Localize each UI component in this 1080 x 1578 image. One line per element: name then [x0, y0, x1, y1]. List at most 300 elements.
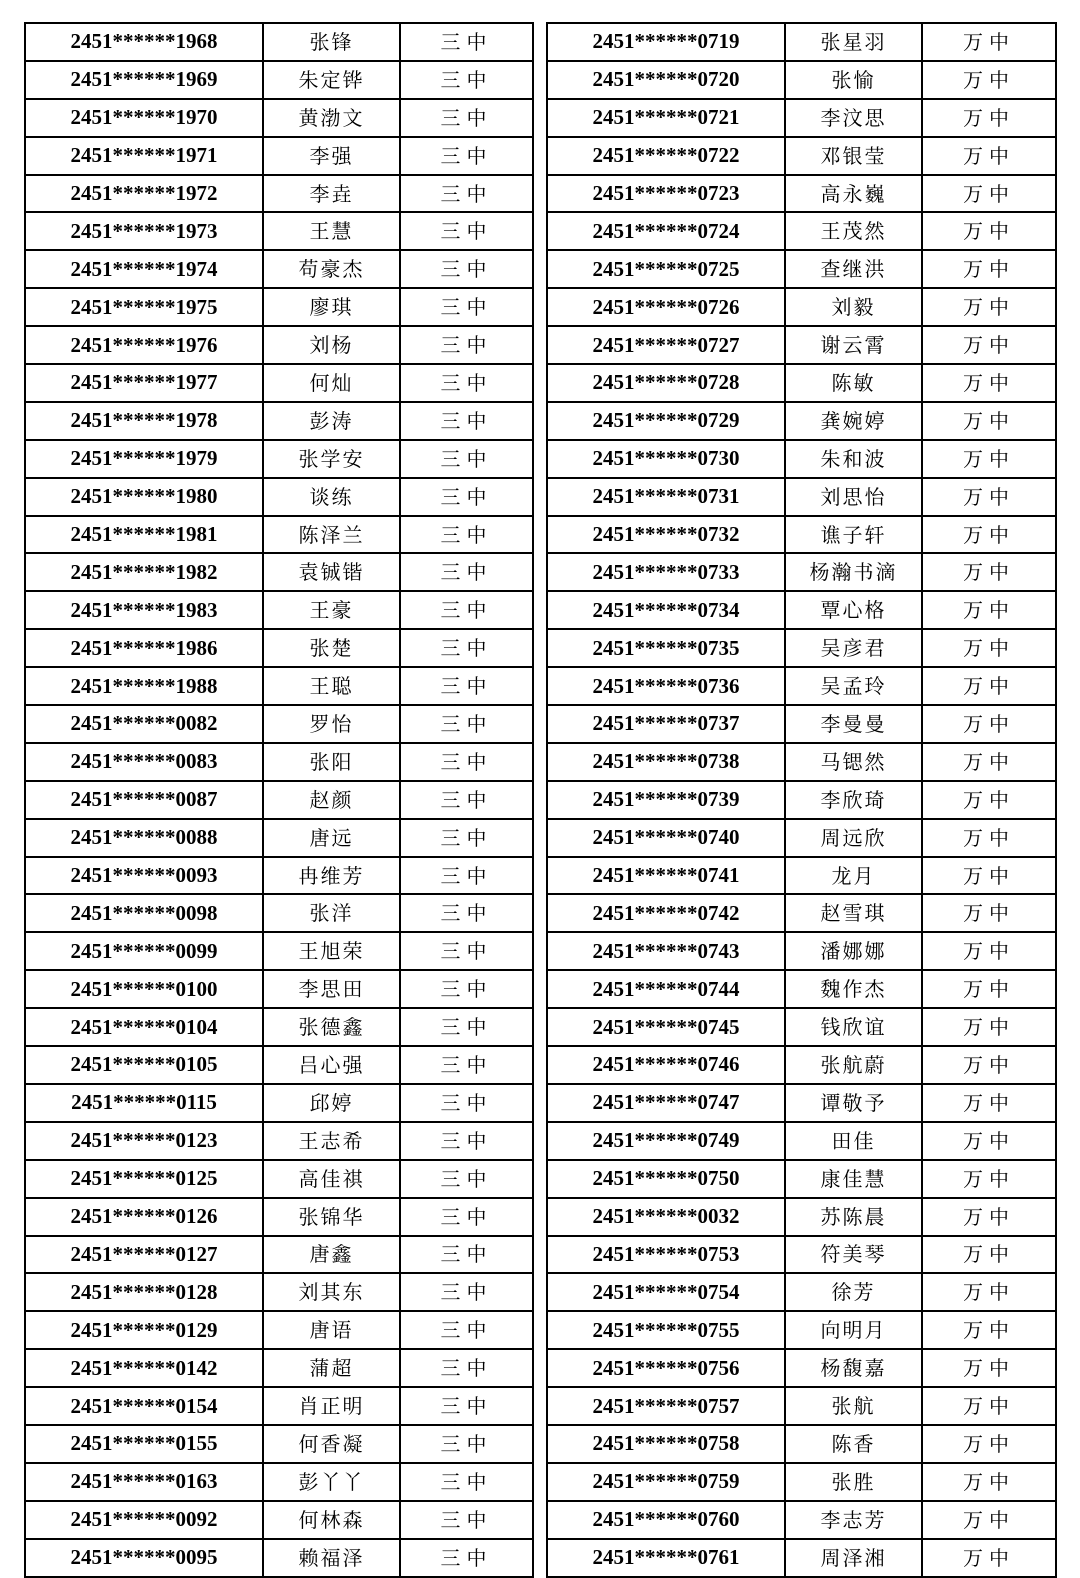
student-id-cell: 2451******0739	[547, 781, 785, 819]
table-row	[547, 1425, 1056, 1463]
school-cell: 三中	[400, 440, 533, 478]
student-name-cell: 李曼曼	[785, 705, 922, 743]
student-name-cell: 吕心强	[263, 1046, 400, 1084]
student-id-cell: 2451******0756	[547, 1349, 785, 1387]
table-row	[547, 1160, 1056, 1198]
student-name-cell: 刘其东	[263, 1273, 400, 1311]
student-id-cell: 2451******0154	[25, 1387, 263, 1425]
table-row	[25, 1236, 533, 1274]
table-row	[547, 819, 1056, 857]
student-id-cell: 2451******0743	[547, 932, 785, 970]
table-row	[547, 1273, 1056, 1311]
student-name-cell: 查继洪	[785, 250, 922, 288]
student-name-cell: 张航	[785, 1387, 922, 1425]
table-row	[547, 932, 1056, 970]
table-row	[547, 1122, 1056, 1160]
school-cell: 三中	[400, 1387, 533, 1425]
school-cell: 万中	[922, 743, 1056, 781]
student-name-cell: 周远欣	[785, 819, 922, 857]
student-name-cell: 魏作杰	[785, 970, 922, 1008]
student-id-cell: 2451******0163	[25, 1463, 263, 1501]
student-name-cell: 向明月	[785, 1311, 922, 1349]
table-row	[547, 175, 1056, 213]
student-name-cell: 李志芳	[785, 1501, 922, 1539]
school-cell: 万中	[922, 61, 1056, 99]
student-name-cell: 袁铖锴	[263, 553, 400, 591]
school-cell: 三中	[400, 857, 533, 895]
table-row	[25, 478, 533, 516]
school-cell: 三中	[400, 1501, 533, 1539]
school-cell: 三中	[400, 288, 533, 326]
student-name-cell: 彭丫丫	[263, 1463, 400, 1501]
table-row	[25, 250, 533, 288]
school-cell: 万中	[922, 1311, 1056, 1349]
table-row	[25, 1425, 533, 1463]
student-id-cell: 2451******0740	[547, 819, 785, 857]
table-row	[25, 23, 533, 61]
student-name-cell: 李汶思	[785, 99, 922, 137]
table-row	[25, 440, 533, 478]
student-name-cell: 钱欣谊	[785, 1008, 922, 1046]
table-row	[547, 250, 1056, 288]
student-name-cell: 王旭荣	[263, 932, 400, 970]
student-name-cell: 唐语	[263, 1311, 400, 1349]
table-row	[547, 23, 1056, 61]
student-name-cell: 田佳	[785, 1122, 922, 1160]
student-name-cell: 潘娜娜	[785, 932, 922, 970]
student-name-cell: 王茂然	[785, 212, 922, 250]
roster-table-left-body	[25, 23, 533, 1577]
school-cell: 万中	[922, 1501, 1056, 1539]
student-name-cell: 唐远	[263, 819, 400, 857]
school-cell: 三中	[400, 1046, 533, 1084]
student-id-cell: 2451******0126	[25, 1198, 263, 1236]
school-cell: 三中	[400, 553, 533, 591]
school-cell: 三中	[400, 364, 533, 402]
roster-table-right	[546, 22, 1057, 1578]
student-id-cell: 2451******0104	[25, 1008, 263, 1046]
table-row	[25, 1539, 533, 1577]
table-row	[25, 326, 533, 364]
school-cell: 三中	[400, 402, 533, 440]
student-id-cell: 2451******0723	[547, 175, 785, 213]
table-row	[25, 781, 533, 819]
student-id-cell: 2451******0092	[25, 1501, 263, 1539]
school-cell: 三中	[400, 1008, 533, 1046]
table-row	[25, 894, 533, 932]
table-row	[547, 1008, 1056, 1046]
student-id-cell: 2451******0738	[547, 743, 785, 781]
school-cell: 万中	[922, 667, 1056, 705]
student-id-cell: 2451******0727	[547, 326, 785, 364]
student-id-cell: 2451******1980	[25, 478, 263, 516]
table-row	[547, 1463, 1056, 1501]
school-cell: 三中	[400, 894, 533, 932]
student-id-cell: 2451******0128	[25, 1273, 263, 1311]
table-row	[547, 440, 1056, 478]
student-id-cell: 2451******0730	[547, 440, 785, 478]
school-cell: 三中	[400, 781, 533, 819]
student-name-cell: 张锦华	[263, 1198, 400, 1236]
student-name-cell: 李欣琦	[785, 781, 922, 819]
school-cell: 万中	[922, 970, 1056, 1008]
student-name-cell: 龙月	[785, 857, 922, 895]
student-name-cell: 冉维芳	[263, 857, 400, 895]
school-cell: 三中	[400, 516, 533, 554]
table-row	[547, 894, 1056, 932]
school-cell: 三中	[400, 970, 533, 1008]
student-name-cell: 朱定铧	[263, 61, 400, 99]
student-id-cell: 2451******0750	[547, 1160, 785, 1198]
student-id-cell: 2451******0733	[547, 553, 785, 591]
student-id-cell: 2451******1975	[25, 288, 263, 326]
student-id-cell: 2451******0123	[25, 1122, 263, 1160]
table-row	[25, 932, 533, 970]
table-row	[547, 591, 1056, 629]
table-row	[547, 553, 1056, 591]
student-id-cell: 2451******1983	[25, 591, 263, 629]
table-row	[547, 667, 1056, 705]
student-id-cell: 2451******0105	[25, 1046, 263, 1084]
student-name-cell: 廖琪	[263, 288, 400, 326]
table-row	[25, 667, 533, 705]
student-id-cell: 2451******0032	[547, 1198, 785, 1236]
table-row	[25, 1349, 533, 1387]
school-cell: 三中	[400, 137, 533, 175]
table-row	[25, 1311, 533, 1349]
table-row	[25, 743, 533, 781]
table-row	[25, 1122, 533, 1160]
student-id-cell: 2451******0129	[25, 1311, 263, 1349]
school-cell: 万中	[922, 1046, 1056, 1084]
school-cell: 万中	[922, 212, 1056, 250]
student-name-cell: 张德鑫	[263, 1008, 400, 1046]
table-row	[547, 364, 1056, 402]
student-id-cell: 2451******1988	[25, 667, 263, 705]
school-cell: 万中	[922, 1349, 1056, 1387]
school-cell: 三中	[400, 1160, 533, 1198]
table-row	[547, 705, 1056, 743]
school-cell: 万中	[922, 440, 1056, 478]
student-id-cell: 2451******0095	[25, 1539, 263, 1577]
student-name-cell: 张胜	[785, 1463, 922, 1501]
table-row	[25, 591, 533, 629]
table-row	[25, 857, 533, 895]
student-name-cell: 赵雪琪	[785, 894, 922, 932]
school-cell: 万中	[922, 1160, 1056, 1198]
student-name-cell: 王志希	[263, 1122, 400, 1160]
school-cell: 万中	[922, 629, 1056, 667]
student-id-cell: 2451******0724	[547, 212, 785, 250]
student-id-cell: 2451******0142	[25, 1349, 263, 1387]
school-cell: 三中	[400, 1425, 533, 1463]
student-id-cell: 2451******0759	[547, 1463, 785, 1501]
table-row	[25, 1084, 533, 1122]
student-id-cell: 2451******0757	[547, 1387, 785, 1425]
student-id-cell: 2451******0754	[547, 1273, 785, 1311]
student-id-cell: 2451******1978	[25, 402, 263, 440]
student-name-cell: 何林森	[263, 1501, 400, 1539]
student-name-cell: 刘毅	[785, 288, 922, 326]
school-cell: 三中	[400, 1122, 533, 1160]
student-name-cell: 覃心格	[785, 591, 922, 629]
student-id-cell: 2451******0758	[547, 1425, 785, 1463]
school-cell: 三中	[400, 99, 533, 137]
school-cell: 万中	[922, 1273, 1056, 1311]
school-cell: 万中	[922, 137, 1056, 175]
table-row	[25, 629, 533, 667]
table-row	[547, 1311, 1056, 1349]
school-cell: 三中	[400, 61, 533, 99]
student-name-cell: 符美琴	[785, 1236, 922, 1274]
student-id-cell: 2451******0735	[547, 629, 785, 667]
table-row	[547, 212, 1056, 250]
table-row	[25, 402, 533, 440]
table-row	[547, 478, 1056, 516]
student-id-cell: 2451******1976	[25, 326, 263, 364]
student-id-cell: 2451******0728	[547, 364, 785, 402]
student-id-cell: 2451******0722	[547, 137, 785, 175]
student-name-cell: 何灿	[263, 364, 400, 402]
student-id-cell: 2451******0755	[547, 1311, 785, 1349]
school-cell: 三中	[400, 591, 533, 629]
student-name-cell: 李强	[263, 137, 400, 175]
student-name-cell: 陈敏	[785, 364, 922, 402]
student-name-cell: 杨馥嘉	[785, 1349, 922, 1387]
table-row	[547, 629, 1056, 667]
student-name-cell: 赖福泽	[263, 1539, 400, 1577]
student-id-cell: 2451******1979	[25, 440, 263, 478]
student-name-cell: 谈练	[263, 478, 400, 516]
table-row	[25, 1198, 533, 1236]
school-cell: 三中	[400, 932, 533, 970]
school-cell: 三中	[400, 1463, 533, 1501]
school-cell: 三中	[400, 1273, 533, 1311]
table-row	[547, 1501, 1056, 1539]
table-row	[547, 1084, 1056, 1122]
student-id-cell: 2451******1969	[25, 61, 263, 99]
school-cell: 万中	[922, 99, 1056, 137]
student-name-cell: 谢云霄	[785, 326, 922, 364]
student-name-cell: 王豪	[263, 591, 400, 629]
student-id-cell: 2451******0746	[547, 1046, 785, 1084]
school-cell: 三中	[400, 705, 533, 743]
student-name-cell: 张阳	[263, 743, 400, 781]
table-row	[25, 705, 533, 743]
student-id-cell: 2451******0734	[547, 591, 785, 629]
school-cell: 万中	[922, 516, 1056, 554]
student-id-cell: 2451******0087	[25, 781, 263, 819]
student-id-cell: 2451******1986	[25, 629, 263, 667]
table-row	[547, 1387, 1056, 1425]
school-cell: 万中	[922, 364, 1056, 402]
student-id-cell: 2451******0082	[25, 705, 263, 743]
school-cell: 万中	[922, 1084, 1056, 1122]
student-id-cell: 2451******0742	[547, 894, 785, 932]
student-id-cell: 2451******0749	[547, 1122, 785, 1160]
student-id-cell: 2451******0721	[547, 99, 785, 137]
table-row	[25, 288, 533, 326]
roster-table-right-body	[547, 23, 1056, 1577]
student-id-cell: 2451******0115	[25, 1084, 263, 1122]
school-cell: 三中	[400, 1311, 533, 1349]
student-id-cell: 2451******0729	[547, 402, 785, 440]
student-id-cell: 2451******0731	[547, 478, 785, 516]
school-cell: 三中	[400, 326, 533, 364]
table-row	[25, 364, 533, 402]
table-row	[547, 402, 1056, 440]
school-cell: 万中	[922, 932, 1056, 970]
student-id-cell: 2451******0761	[547, 1539, 785, 1577]
school-cell: 三中	[400, 629, 533, 667]
student-name-cell: 王聪	[263, 667, 400, 705]
student-name-cell: 刘思怡	[785, 478, 922, 516]
student-id-cell: 2451******0726	[547, 288, 785, 326]
student-id-cell: 2451******1974	[25, 250, 263, 288]
student-name-cell: 何香凝	[263, 1425, 400, 1463]
student-name-cell: 邱婷	[263, 1084, 400, 1122]
student-name-cell: 肖正明	[263, 1387, 400, 1425]
student-name-cell: 苏陈晨	[785, 1198, 922, 1236]
student-id-cell: 2451******0720	[547, 61, 785, 99]
table-row	[25, 99, 533, 137]
school-cell: 万中	[922, 705, 1056, 743]
student-name-cell: 李垚	[263, 175, 400, 213]
student-name-cell: 谭敬予	[785, 1084, 922, 1122]
table-row	[547, 1046, 1056, 1084]
student-name-cell: 高佳祺	[263, 1160, 400, 1198]
school-cell: 万中	[922, 175, 1056, 213]
student-name-cell: 刘杨	[263, 326, 400, 364]
school-cell: 万中	[922, 857, 1056, 895]
school-cell: 三中	[400, 175, 533, 213]
student-name-cell: 朱和波	[785, 440, 922, 478]
table-row	[25, 1160, 533, 1198]
student-id-cell: 2451******0100	[25, 970, 263, 1008]
table-row	[547, 516, 1056, 554]
student-id-cell: 2451******0741	[547, 857, 785, 895]
table-row	[25, 1046, 533, 1084]
student-name-cell: 龚婉婷	[785, 402, 922, 440]
student-name-cell: 彭涛	[263, 402, 400, 440]
student-id-cell: 2451******1982	[25, 553, 263, 591]
school-cell: 万中	[922, 288, 1056, 326]
student-name-cell: 张愉	[785, 61, 922, 99]
school-cell: 三中	[400, 1198, 533, 1236]
student-id-cell: 2451******0753	[547, 1236, 785, 1274]
school-cell: 万中	[922, 478, 1056, 516]
student-name-cell: 张学安	[263, 440, 400, 478]
table-row	[25, 1387, 533, 1425]
school-cell: 三中	[400, 23, 533, 61]
table-row	[25, 1501, 533, 1539]
student-id-cell: 2451******1968	[25, 23, 263, 61]
student-id-cell: 2451******0737	[547, 705, 785, 743]
school-cell: 三中	[400, 1084, 533, 1122]
student-name-cell: 吴孟玲	[785, 667, 922, 705]
table-row	[547, 1198, 1056, 1236]
table-row	[25, 553, 533, 591]
school-cell: 万中	[922, 1539, 1056, 1577]
student-id-cell: 2451******0725	[547, 250, 785, 288]
student-id-cell: 2451******1981	[25, 516, 263, 554]
student-name-cell: 唐鑫	[263, 1236, 400, 1274]
student-name-cell: 周泽湘	[785, 1539, 922, 1577]
table-row	[25, 61, 533, 99]
student-name-cell: 陈泽兰	[263, 516, 400, 554]
table-row	[25, 137, 533, 175]
student-name-cell: 徐芳	[785, 1273, 922, 1311]
student-id-cell: 2451******0760	[547, 1501, 785, 1539]
student-name-cell: 吴彦君	[785, 629, 922, 667]
school-cell: 万中	[922, 23, 1056, 61]
school-cell: 万中	[922, 591, 1056, 629]
student-id-cell: 2451******0098	[25, 894, 263, 932]
student-id-cell: 2451******1972	[25, 175, 263, 213]
student-name-cell: 康佳慧	[785, 1160, 922, 1198]
table-row	[547, 970, 1056, 1008]
student-name-cell: 张锋	[263, 23, 400, 61]
school-cell: 三中	[400, 667, 533, 705]
student-id-cell: 2451******0732	[547, 516, 785, 554]
table-row	[547, 1236, 1056, 1274]
student-id-cell: 2451******0744	[547, 970, 785, 1008]
school-cell: 万中	[922, 1463, 1056, 1501]
table-row	[25, 175, 533, 213]
table-row	[547, 137, 1056, 175]
school-cell: 万中	[922, 819, 1056, 857]
school-cell: 万中	[922, 781, 1056, 819]
student-name-cell: 赵颜	[263, 781, 400, 819]
student-name-cell: 张洋	[263, 894, 400, 932]
student-name-cell: 杨瀚书滴	[785, 553, 922, 591]
school-cell: 万中	[922, 250, 1056, 288]
school-cell: 万中	[922, 402, 1056, 440]
student-id-cell: 2451******0719	[547, 23, 785, 61]
school-cell: 三中	[400, 1349, 533, 1387]
table-row	[547, 857, 1056, 895]
school-cell: 三中	[400, 1236, 533, 1274]
student-name-cell: 马锶然	[785, 743, 922, 781]
student-name-cell: 黄渤文	[263, 99, 400, 137]
student-id-cell: 2451******0125	[25, 1160, 263, 1198]
table-row	[547, 288, 1056, 326]
roster-table-left	[24, 22, 534, 1578]
student-name-cell: 蒲超	[263, 1349, 400, 1387]
table-row	[547, 99, 1056, 137]
student-id-cell: 2451******0155	[25, 1425, 263, 1463]
table-row	[547, 781, 1056, 819]
student-name-cell: 罗怡	[263, 705, 400, 743]
school-cell: 万中	[922, 326, 1056, 364]
student-id-cell: 2451******1971	[25, 137, 263, 175]
table-row	[25, 970, 533, 1008]
student-name-cell: 张航蔚	[785, 1046, 922, 1084]
table-row	[25, 1463, 533, 1501]
table-row	[547, 1349, 1056, 1387]
school-cell: 三中	[400, 250, 533, 288]
school-cell: 万中	[922, 1122, 1056, 1160]
school-cell: 三中	[400, 478, 533, 516]
table-row	[547, 1539, 1056, 1577]
student-id-cell: 2451******1973	[25, 212, 263, 250]
school-cell: 万中	[922, 553, 1056, 591]
student-id-cell: 2451******0088	[25, 819, 263, 857]
student-name-cell: 陈香	[785, 1425, 922, 1463]
student-name-cell: 高永巍	[785, 175, 922, 213]
school-cell: 三中	[400, 819, 533, 857]
student-name-cell: 李思田	[263, 970, 400, 1008]
